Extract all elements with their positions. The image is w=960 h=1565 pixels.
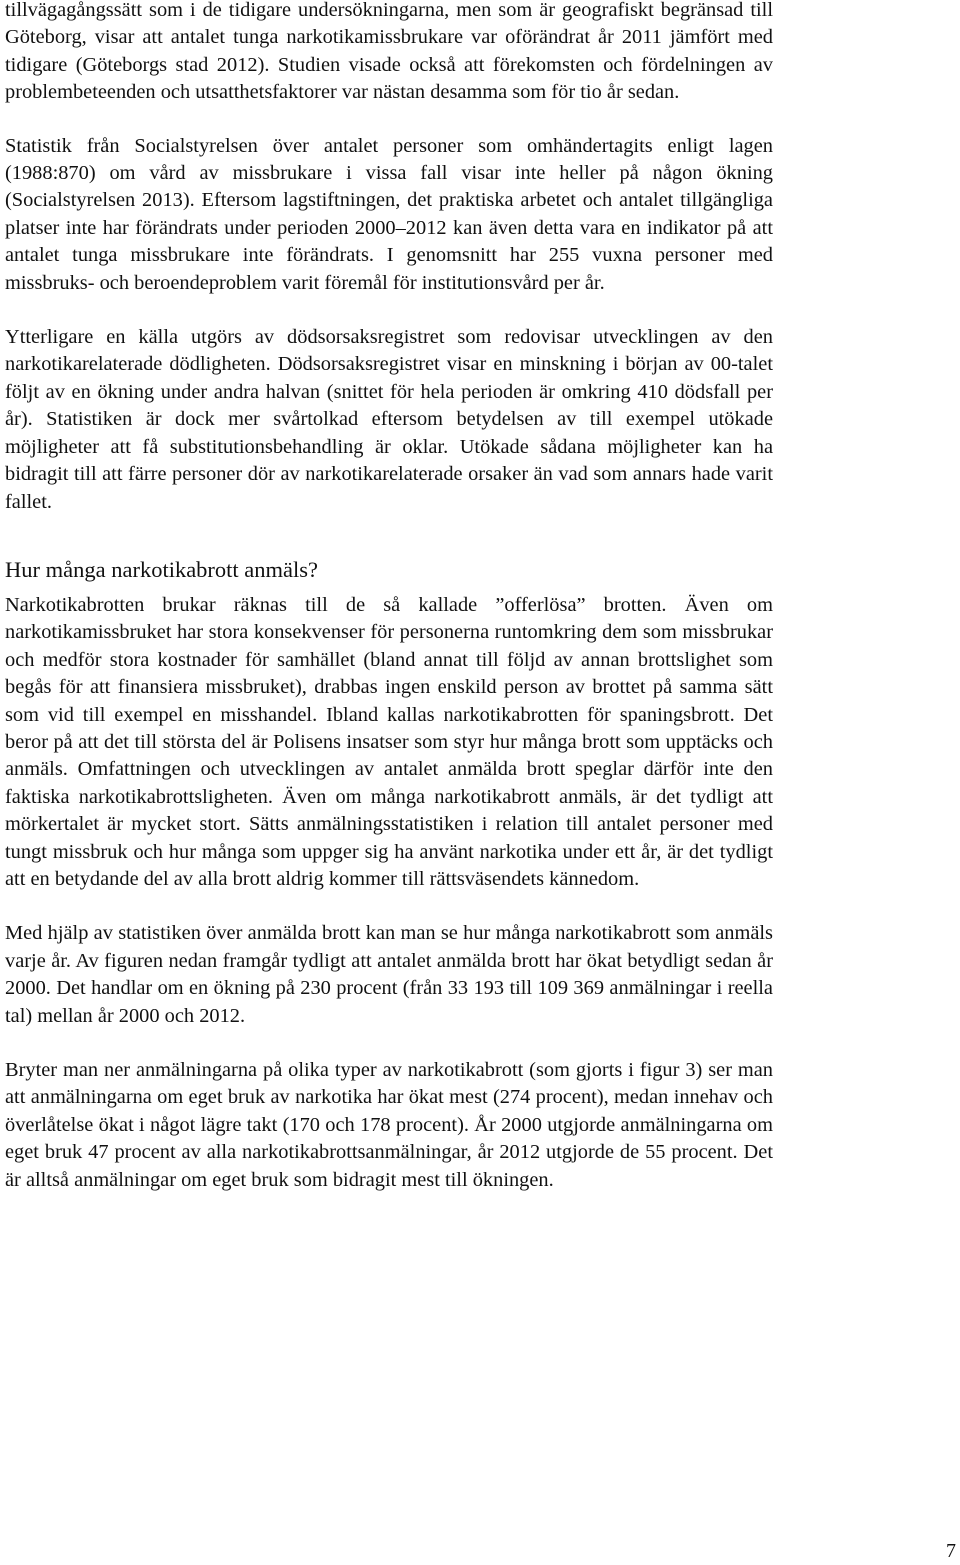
paragraph-5: Med hjälp av statistiken över anmälda brott kan man se hur många narkotikabrott som anmäls varje år. Av figuren nedan framgår tydligt att antalet anmälda brott har ökat betydligt sedan år 2000. Det handlar om en ökning på 230 procent (från 33 193 till 109 369 anmälningar i reella tal) mellan år 2000 och 2012. xyxy=(5,922,773,1027)
section-heading: Hur många narkotikabrott anmäls? xyxy=(5,556,319,582)
paragraph-4: Narkotikabrotten brukar räknas till de så kallade ”offerlösa” brotten. Även om narkotikamissbruket har stora konsekvenser för personerna runtomkring dem som missbrukar och medför stora kostnader för samhället (bland annat till följd av annan brottslighet som begås för att finansiera missbruket), drabbas ingen enskild person av brottet på samma sätt som vid till exempel en misshandel. Ibland kallas narkotikabrotten för spaningsbrott. Det beror på att det till största del är Polisens insatser som styr hur många brott som upptäcks och anmäls. Omfattningen och utvecklingen av antalet anmälda brott speglar därför inte den faktiska narkotikabrottsligheten. Även om många narkotikabrott anmäls, är det tydligt att mörkertalet är mycket stort. Sätts anmälningsstatistiken i relation till antalet personer med tungt missbruk och hur många som uppger sig ha använt narkotika under ett år, är det tydligt att en betydande del av alla brott aldrig kommer till rättsväsendets kännedom. xyxy=(5,593,773,890)
page-number: 7 xyxy=(946,1540,956,1562)
paragraph-1: tillvägagångssätt som i de tidigare undersökningarna, men som är geografiskt begränsad till Göteborg, visar att antalet tunga narkotikamissbrukare var oförändrat år 2011 jämfört med tidigare (Göteborgs stad 2012). Studien visade också att förekomsten och fördelningen av problembeteenden och utsatthetsfaktorer var nästan desamma som för tio år sedan. xyxy=(5,0,773,104)
paragraph-6: Bryter man ner anmälningarna på olika typer av narkotikabrott (som gjorts i figur 3) ser man att anmälningarna om eget bruk av narkotika har ökat mest (274 procent), medan innehav och överlåtelse ökat i något lägre takt (170 och 178 procent). År 2000 utgjorde anmälningarna om eget bruk 47 procent av alla narkotikabrottsanmälningar, år 2012 utgjorde de 55 procent. Det är alltså anmälningar om eget bruk som bidragit mest till ökningen. xyxy=(5,1059,773,1191)
paragraph-3: Ytterligare en källa utgörs av dödsorsaksregistret som redovisar utvecklingen av den narkotikarelaterade dödligheten. Dödsorsaksregistret visar en minskning i början av 00-talet följt av en ökning under andra halvan (snittet för hela perioden är omkring 410 dödsfall per år). Statistiken är dock mer svårtolkad eftersom betydelsen av till exempel utökade möjligheter att få substitutionsbehandling är oklar. Utökade sådana möjligheter kan ha bidragit till att färre personer dör av narkotikarelaterade orsaker än vad som annars hade varit fallet. xyxy=(5,326,773,513)
paragraph-2: Statistik från Socialstyrelsen över antalet personer som omhändertagits enligt lagen (1988:870) om vård av missbrukare i vissa fall visar inte heller på någon ökning (Socialstyrelsen 2013). Eftersom lagstiftningen, det praktiska arbetet och antalet tillgängliga platser inte har förändrats under perioden 2000–2012 kan även detta vara en indikator på att antalet tunga missbrukare inte förändrats. I genomsnitt har 255 vuxna personer med missbruks- och beroendeproblem varit föremål för institutionsvård per år. xyxy=(5,134,773,294)
document-page xyxy=(5,0,773,1194)
